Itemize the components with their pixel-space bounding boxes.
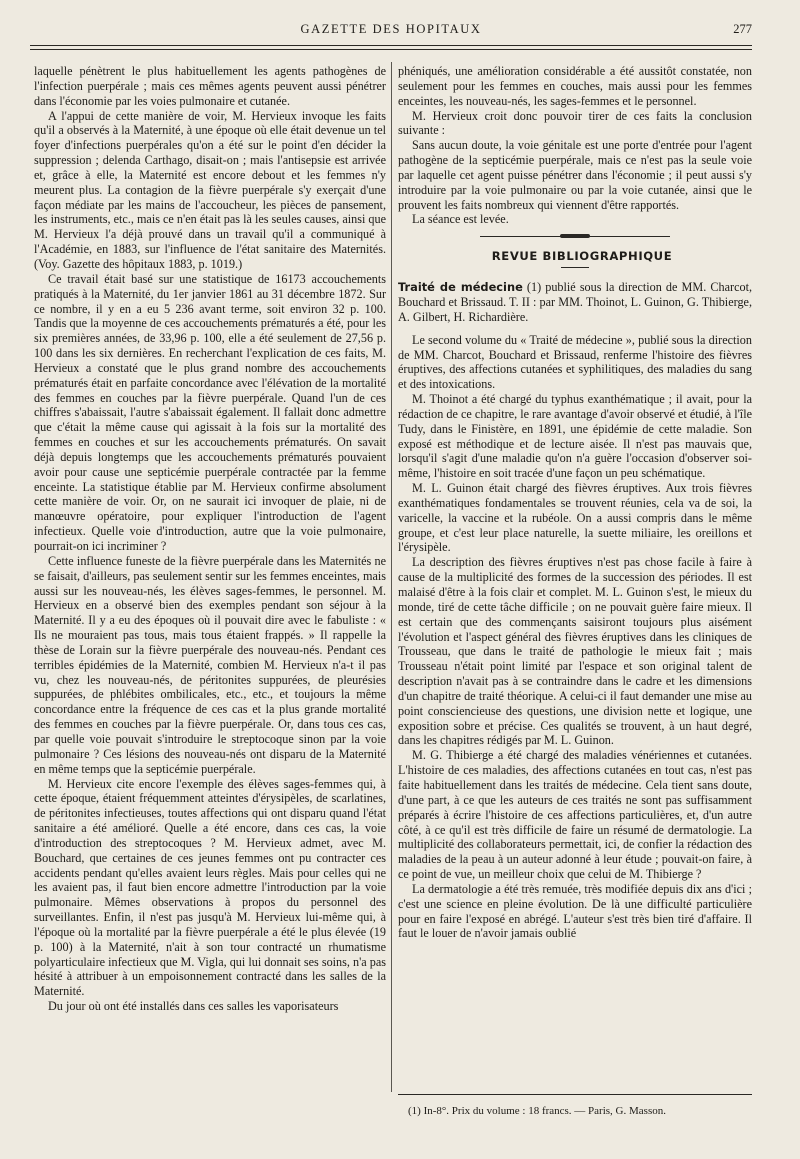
paragraph: Du jour où ont été installés dans ces salles les vaporisateurs	[48, 999, 339, 1014]
paragraph: M. Hervieux croit donc pouvoir tirer de ces faits la conclusion suivante :	[398, 108, 752, 138]
paragraph: phéniqués, une amélioration considérable a été aussitôt constatée, non seulement pour les femmes en couches, mais aussi pour les femmes enceintes, les nouveau-nés, les sages-femmes et le personnel.	[398, 64, 752, 108]
paragraph: Cette influence funeste de la fièvre puerpérale dans les Maternités ne se faisait, d'ailleurs, pas seulement sentir sur les femmes enceintes, mais aussi sur les nouveau-nés, les élèves sages-femmes, le personnel. M. Hervieux en a observé bien des exemples pendant son séjour à la Maternité. Il y a eu des époques où il pouvait dire avec le fabuliste : « Ils ne mouraient pas tous, mais tous étaient frappés. » Il rappelle la thèse de Lorain sur la fièvre puerpérale des nouveau-nés. Pendant ces terribles épidémies de la Maternité, combien M. Hervieux n'a-t il pas vu, chez les nouveau-nés, de péritonites suppurées, de pleurésies suppurées, de phlébites ombilicales, etc., etc., et toujours la même concordance entre la fréquence de ces cas et la plus grande mortalité des femmes en couches par la fièvre puerpérale. Or, dans tous ces cas, par quelle voie pouvait s'introduire le streptocoque sinon par la voie pulmonaire ? Ces lésions des nouveau-nés ont disparu de la Maternité en même temps que la septicémie puerpérale.	[34, 553, 386, 776]
section-title: REVUE BIBLIOGRAPHIQUE	[491, 249, 673, 264]
section-title-rule	[561, 267, 589, 268]
paragraph: M. L. Guinon était chargé des fièvres éruptives. Aux trois fièvres exanthématiques fondamentales se trouvent réunies, cela va de soi, la varicelle, la vaccine et la rubéole. On a aussi compris dans le même groupe, et c'est leur place naturelle, la suette miliaire, les oreillons et l'érysipèle.	[398, 481, 752, 555]
footnote: (1) In-8°. Prix du volume : 18 francs. — Paris, G. Masson.	[408, 1105, 666, 1117]
running-head: GAZETTE DES HOPITAUX	[300, 22, 482, 36]
page-header	[30, 22, 752, 44]
footnote-rule	[398, 1094, 752, 1095]
paragraph: Sans aucun doute, la voie génitale est une porte d'entrée pour l'agent pathogène de la septicémie puerpérale, mais ce n'est pas la seule voie par laquelle cet agent puisse pénétrer dans l'économie ; il peut aussi s'y introduire par la voie pulmonaire ou par la voie cutanée, ainsi que le prouvent les faits nombreux qui viennent d'être rapportés.	[398, 138, 752, 212]
paragraph: La dermatologie a été très remuée, très modifiée depuis dix ans d'ici ; c'est une science en pleine évolution. De là une difficulté particulière pour en faire l'exposé en abrégé. L'auteur s'est très bien tiré d'affaire. Il faut le louer de n'avoir jamais oublié	[398, 881, 752, 941]
book-authors: (1) publié sous la direction de MM. Charcot, Bouchard et Brissaud. T. II : par MM. Thoinot, L. Guinon, G. Thibierge, A. Gilbert, H. Richardière.	[398, 280, 753, 324]
paragraph: M. Thoinot a été chargé du typhus exanthématique ; il avait, pour la rédaction de ce chapitre, le rare avantage d'avoir observé et étudié, à l'île Tudy, dans le Finistère, en 1891, une épidémie de cette maladie. Son exposé est méthodique et de lecture aisée. Il n'est pas mauvais que, lorsqu'il s'agit d'une maladie qu'on n'a guère l'occasion d'observer soi-même, l'histoire en soit tracée d'une façon un peu schématique.	[398, 392, 752, 481]
paragraph: Ce travail était basé sur une statistique de 16173 accouchements pratiqués à la Maternité, du 1er janvier 1861 au 31 décembre 1872. Sur ce nombre, il y en a eu 5 236 avant terme, soit environ 32 p. 100. Tandis que la moyenne de ces accouchements prématurés a été, pour les six premières années, de 33,96 p. 100, elle a été seulement de 27,56 p. 100 dans les six dernières. En recherchant l'explication de ces faits, M. Hervieux a constaté que le plus grand nombre des accouchements prématurés était en parfaite concordance avec l'élévation de la mortalité des femmes en couches par la fièvre puerpérale. Quand l'un de ces chiffres s'abaissait, l'autre s'abaissait également. Il fallait donc admettre que c'était la même cause qui agissait à la fois sur la mortalité des femmes en couches et sur les accouchements prématurés. On savait déjà depuis longtemps que les accouchements prématurés pouvaient avoir pour cause une septicémie puerpérale contractée par la femme enceinte. La statistique établie par M. Hervieux confirme absolument cette manière de voir. Or, on ne saurait ici invoquer de plaie, ni de manœuvre opératoire, pour expliquer l'introduction de l'agent infectieux. Quelle voie d'introduction, autre que la voie pulmonaire, pourrait-on ici incriminer ?	[34, 271, 386, 553]
left-column	[34, 64, 386, 1014]
paragraph: Le second volume du « Traité de médecine », publié sous la direction de MM. Charcot, Bouchard et Brissaud, renferme l'histoire des fièvres éruptives, des affections cutanées et syphilitiques, des maladies du sang et des intoxications.	[398, 332, 752, 392]
header-rule	[30, 45, 752, 46]
paragraph: La séance est levée.	[412, 212, 509, 227]
column-divider	[391, 62, 392, 1092]
book-title: Traité de médecine	[398, 280, 523, 295]
right-column	[398, 64, 752, 941]
page-number: 277	[733, 22, 752, 36]
paragraph: M. G. Thibierge a été chargé des maladies vénériennes et cutanées. L'histoire de ces maladies, des affections cutanées en tout cas, n'est pas faite habituellement dans les traités de médecine. Cela tient sans doute, d'une part, à ce que les auteurs de ces traités ne sont pas suffisamment préparés à écrire l'histoire de ces affections particulières, et, d'un autre côté, à ce qu'il est très difficile de faire un résumé de dermatologie. La multiplicité des collaborateurs permettait, ici, de confier la rédaction des maladies de la peau à un auteur adonné à leur étude ; pouvait-on faire, à ce point de vue, un meilleur choix que celui de M. Thibierge ?	[398, 748, 752, 882]
paragraph: laquelle pénètrent le plus habituellement les agents pathogènes de l'infection puerpérale ; mais ces mêmes agents peuvent aussi pénétrer dans l'économie par les voies pulmonaire et cutanée.	[34, 64, 386, 108]
section-separator	[480, 233, 670, 239]
paragraph: M. Hervieux cite encore l'exemple des élèves sages-femmes qui, à cette époque, étaient fréquemment atteintes d'érysipèles, de scarlatines, de péritonites infectieuses, toutes affections qui ont disparu quand l'état sanitaire a été amélioré. Quelle a été encore, dans ces cas, la voie d'introduction des streptocoques ? M. Hervieux admet, avec M. Bouchard, que certaines de ces jeunes femmes ont pu contracter ces accidents pendant qu'elles avaient leurs règles. Mais pour celles qui ne les avaient pas, il faut bien encore admettre l'introduction par la voie pulmonaire. Mêmes observations à propos du personnel des surveillantes. Enfin, il n'est pas jusqu'à M. Hervieux lui-même qui, à l'époque où la mortalité par la fièvre puerpérale a été le plus élevée (19 p. 100) à la Maternité, n'ait à son tour contracté un rhumatisme polyarticulaire infectieux que M. Vigla, qui lui donnait ses soins, n'a pas hésité à attribuer à un empoisonnement contracté dans les salles de la Maternité.	[34, 776, 386, 999]
paragraph: La description des fièvres éruptives n'est pas chose facile à faire à cause de la multiplicité des formes de la succession des périodes. Il est malaisé d'être à la fois clair et complet. M. L. Guinon s'est, le mieux du monde, tiré de cette tâche difficile ; on ne pouvait guère faire mieux. Il est certain que des commençants saisiront toujours plus aisément l'évolution et l'aspect général des fièvres éruptives dans les cliniques de Trousseau, que dans le traité de pathologie le mieux fait ; mais Trousseau n'était point limité par l'espace et son original talent de description n'avait pas à se contraindre dans le cadre et les dimensions d'un chapitre de traité théorique. A celui-ci il faut demander une mise au point consciencieuse des questions, une division nette et logique, une exposition sobre et précise. Ces qualités se trouvent, à un haut degré, dans les chapitres rédigés par M. L. Guinon.	[398, 555, 752, 748]
header-rule-thin	[30, 49, 752, 50]
paragraph: A l'appui de cette manière de voir, M. Hervieux invoque les faits qu'il a observés à la Maternité, à une époque où elle était devenue un tel foyer d'infections puerpérales qu'on a été sur le point d'en décider la suppression ; delenda Carthago, disait-on ; mais l'antisepsie est arrivée et, grâce à elle, la Maternité est encore debout et les femmes n'y meurent plus. La contagion de la fièvre puerpérale s'y exerçait d'une façon médiate par les mains de l'accoucheur, les pièces de pansement, les instruments, etc., mais ce n'en était pas là les seules causes, ainsi que M. Hervieux l'a déjà prouvé dans un travail qu'il a communiqué à l'Académie, en 1883, sur l'influence de l'état sanitaire des Maternités. (Voy. Gazette des hôpitaux 1883, p. 1019.)	[34, 108, 386, 271]
book-entry	[398, 280, 752, 325]
